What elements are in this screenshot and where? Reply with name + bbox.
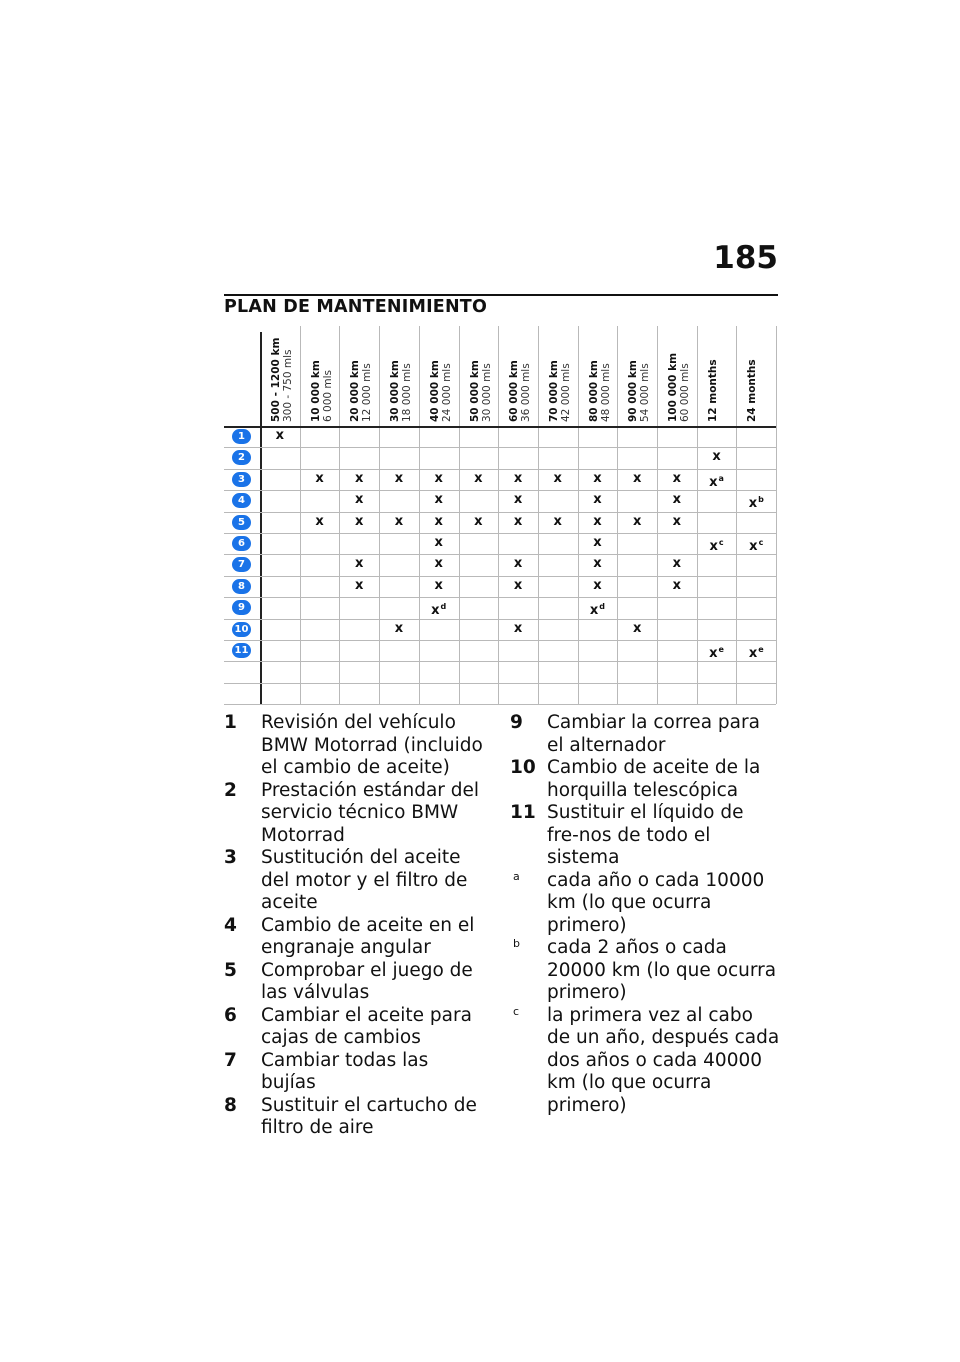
- mark-x: x: [632, 513, 642, 529]
- column-header-km: 500 - 1200 km: [270, 337, 282, 422]
- column-header-km: 40 000 km: [428, 360, 441, 422]
- mark-x: x: [749, 539, 758, 554]
- legend-item: [224, 915, 484, 960]
- maintenance-mark: [514, 579, 522, 593]
- grid-hline: [224, 490, 776, 491]
- maintenance-mark: [514, 472, 522, 486]
- maintenance-mark: [749, 643, 764, 661]
- maintenance-mark: [514, 557, 522, 571]
- row-number-badge: 10: [232, 622, 251, 637]
- mark-x: x: [275, 428, 285, 443]
- column-header: [310, 360, 334, 422]
- mark-x: x: [593, 492, 602, 508]
- mark-x: x: [513, 513, 523, 529]
- maintenance-mark: [633, 515, 641, 529]
- mark-x: x: [434, 556, 443, 572]
- column-header-km: 80 000 km: [587, 360, 600, 422]
- mark-x: x: [394, 470, 404, 486]
- grid-hline: [224, 683, 776, 684]
- grid-hline: [224, 704, 776, 705]
- maintenance-mark: [395, 515, 403, 529]
- legend-item: [224, 1050, 484, 1095]
- grid-hline: [224, 619, 776, 620]
- grid-hline: [224, 661, 776, 662]
- mark-x: x: [355, 513, 364, 529]
- maintenance-mark: [633, 622, 641, 636]
- legend-item: [224, 960, 484, 1005]
- mark-x: x: [434, 513, 443, 529]
- grid-hline: [224, 426, 776, 428]
- maintenance-mark: [395, 622, 403, 636]
- maintenance-mark: [355, 579, 363, 593]
- mark-footnote: e: [718, 645, 724, 654]
- row-number-badge: 9: [232, 600, 251, 615]
- maintenance-mark: [514, 493, 522, 507]
- legend-number: 11: [510, 802, 536, 823]
- maintenance-mark: [673, 472, 681, 486]
- legend-number: 9: [510, 712, 523, 733]
- row-number-badge: 8: [232, 579, 251, 594]
- grid-vline: [697, 326, 698, 704]
- mark-x: x: [513, 492, 523, 508]
- mark-x: x: [513, 556, 523, 572]
- grid-vline: [459, 326, 460, 704]
- mark-x: x: [709, 474, 718, 490]
- column-header-km: 12 months: [706, 359, 719, 422]
- legend-number: 1: [224, 712, 237, 733]
- maintenance-mark: [749, 536, 763, 554]
- mark-footnote: c: [718, 538, 724, 547]
- column-header-km: 30 000 km: [389, 360, 402, 422]
- maintenance-mark: [554, 472, 562, 486]
- mark-x: x: [355, 492, 364, 508]
- maintenance-mark: [673, 515, 681, 529]
- mark-footnote: e: [758, 645, 764, 654]
- mark-footnote: c: [758, 538, 764, 547]
- mark-x: x: [632, 470, 642, 486]
- legend-text: Cambiar el aceite para cajas de cambios: [261, 1004, 472, 1048]
- grid-vline: [419, 326, 420, 704]
- row-number-badge: 2: [232, 450, 251, 465]
- column-header-mls: 60 000 mls: [679, 363, 691, 422]
- column-header-mls: 42 000 mls: [559, 363, 572, 422]
- maintenance-mark: [315, 472, 323, 486]
- column-header: [270, 338, 294, 422]
- legend-text: Cambiar todas las bujías: [261, 1049, 429, 1093]
- grid-hline: [224, 554, 776, 555]
- mark-x: x: [315, 513, 324, 529]
- grid-hline: [224, 447, 776, 448]
- mark-x: x: [672, 556, 682, 572]
- grid-vline: [379, 326, 380, 704]
- grid-vline: [736, 326, 737, 704]
- mark-x: x: [593, 470, 602, 486]
- grid-vline: [260, 332, 262, 704]
- column-header-km: 10 000 km: [309, 360, 322, 422]
- maintenance-mark: [712, 450, 720, 464]
- maintenance-mark: [593, 472, 601, 486]
- page-number: 185: [713, 240, 778, 276]
- mark-x: x: [355, 470, 364, 486]
- column-header-km: 60 000 km: [508, 360, 521, 422]
- mark-x: x: [748, 496, 758, 512]
- mark-x: x: [513, 577, 523, 593]
- grid-vline: [617, 326, 618, 704]
- maintenance-mark: [673, 493, 681, 507]
- legend-text: Cambio de aceite de la horquilla telescópica: [547, 757, 761, 801]
- maintenance-grid: [224, 326, 780, 706]
- column-header: [627, 360, 651, 422]
- column-header-mls: 30 000 mls: [480, 363, 493, 422]
- mark-x: x: [589, 603, 599, 619]
- maintenance-mark: [431, 600, 446, 618]
- mark-x: x: [315, 470, 324, 486]
- mark-x: x: [434, 535, 443, 550]
- legend-item: [224, 847, 484, 915]
- row-number-badge: 3: [232, 472, 251, 487]
- maintenance-mark: [434, 472, 442, 486]
- legend-text: Cambio de aceite en el engranaje angular: [261, 914, 475, 958]
- column-header: [469, 360, 493, 422]
- mark-x: x: [431, 603, 440, 619]
- legend-text: Revisión del vehículo BMW Motorrad (incluido el cambio de aceite): [261, 712, 483, 778]
- mark-x: x: [513, 470, 523, 486]
- mark-x: x: [434, 470, 443, 486]
- grid-vline: [498, 326, 499, 704]
- maintenance-mark: [749, 493, 764, 511]
- grid-hline: [224, 640, 776, 641]
- column-header: [429, 360, 453, 422]
- maintenance-mark: [709, 643, 724, 661]
- grid-hline: [224, 597, 776, 598]
- legend-number: 10: [510, 757, 536, 778]
- maintenance-mark: [434, 536, 442, 550]
- column-header: [508, 360, 532, 422]
- maintenance-mark: [355, 493, 363, 507]
- legend-number: 7: [224, 1049, 237, 1071]
- maintenance-mark: [514, 515, 522, 529]
- grid-vline: [578, 326, 579, 704]
- legend-right: [510, 712, 780, 1117]
- header-rule: [224, 294, 778, 296]
- mark-x: x: [355, 556, 364, 572]
- legend-number: 5: [224, 959, 237, 981]
- column-header-mls: 54 000 mls: [639, 363, 652, 422]
- mark-x: x: [709, 646, 718, 661]
- column-header: [667, 353, 691, 422]
- legend-item: [224, 1005, 484, 1050]
- row-number-badge: 4: [232, 493, 251, 508]
- mark-footnote: a: [718, 473, 724, 483]
- column-header-mls: 6 000 mls: [321, 369, 334, 422]
- legend-number: 8: [224, 1094, 237, 1116]
- legend-item: [510, 802, 780, 870]
- column-header-km: 90 000 km: [627, 360, 640, 422]
- column-header: [349, 360, 373, 422]
- column-header-mls: 300 - 750 mls: [282, 349, 294, 422]
- mark-x: x: [593, 513, 602, 529]
- column-header-mls: 12 000 mls: [361, 363, 374, 422]
- mark-x: x: [394, 620, 404, 636]
- legend-number: 2: [224, 779, 237, 801]
- maintenance-mark: [673, 579, 681, 593]
- maintenance-mark: [395, 472, 403, 486]
- mark-x: x: [474, 513, 483, 529]
- grid-vline: [776, 326, 777, 704]
- maintenance-mark: [474, 472, 482, 486]
- maintenance-mark: [355, 472, 363, 486]
- grid-vline: [657, 326, 658, 704]
- grid-hline: [224, 512, 776, 513]
- legend-number: 4: [224, 914, 237, 936]
- grid-hline: [224, 576, 776, 577]
- column-header-mls: 36 000 mls: [520, 363, 533, 422]
- legend-text: Cambiar la correa para el alternador: [547, 712, 760, 756]
- mark-x: x: [553, 513, 562, 529]
- maintenance-mark: [709, 536, 723, 554]
- column-header-mls: 48 000 mls: [599, 363, 612, 422]
- mark-x: x: [672, 513, 682, 529]
- legend-left: [224, 712, 484, 1140]
- legend-item: [510, 712, 780, 757]
- column-header: [707, 359, 719, 422]
- maintenance-mark: [633, 472, 641, 486]
- mark-footnote: d: [599, 602, 605, 612]
- legend-item: [510, 870, 780, 938]
- maintenance-mark: [593, 515, 601, 529]
- row-number-badge: 6: [232, 536, 251, 551]
- maintenance-mark: [434, 579, 442, 593]
- maintenance-mark: [315, 515, 323, 529]
- maintenance-mark: [355, 515, 363, 529]
- legend-item: [224, 1095, 484, 1140]
- mark-x: x: [434, 577, 443, 593]
- column-header-km: 100 000 km: [667, 352, 679, 422]
- column-header-km: 24 months: [746, 359, 759, 422]
- column-header: [548, 360, 572, 422]
- legend-item: [224, 780, 484, 848]
- column-header-km: 20 000 km: [349, 360, 362, 422]
- maintenance-mark: [514, 622, 522, 636]
- legend-text: cada 2 años o cada 20000 km (lo que ocurra primero): [547, 937, 777, 1003]
- mark-x: x: [513, 620, 523, 636]
- maintenance-mark: [593, 493, 601, 507]
- mark-x: x: [593, 535, 602, 550]
- mark-x: x: [394, 513, 404, 529]
- column-header-km: 70 000 km: [547, 360, 560, 422]
- legend-text: Sustituir el líquido de fre-nos de todo el sistema: [547, 802, 744, 868]
- legend-item: [510, 937, 780, 1005]
- maintenance-mark: [593, 557, 601, 571]
- maintenance-mark: [474, 515, 482, 529]
- legend-text: Sustitución del aceite del motor y el filtro de aceite: [261, 847, 468, 913]
- legend-text: Comprobar el juego de las válvulas: [261, 959, 473, 1003]
- mark-x: x: [434, 492, 443, 508]
- column-header-mls: 18 000 mls: [401, 363, 414, 422]
- row-number-badge: 7: [232, 557, 251, 572]
- grid-vline: [538, 326, 539, 704]
- mark-x: x: [632, 620, 642, 636]
- maintenance-mark: [673, 557, 681, 571]
- legend-footnote-key: a: [513, 869, 520, 883]
- column-header: [746, 359, 758, 422]
- row-number-badge: 5: [232, 515, 251, 530]
- mark-x: x: [593, 577, 602, 593]
- maintenance-mark: [355, 557, 363, 571]
- mark-x: x: [709, 539, 718, 554]
- column-header: [389, 360, 413, 422]
- legend-footnote-key: c: [513, 1004, 520, 1018]
- legend-number: 6: [224, 1004, 237, 1026]
- grid-hline: [224, 533, 776, 534]
- legend-text: Sustituir el cartucho de filtro de aire: [261, 1094, 477, 1138]
- mark-x: x: [553, 470, 562, 486]
- mark-x: x: [474, 470, 483, 486]
- row-number-badge: 11: [232, 643, 251, 658]
- legend-item: [510, 1005, 780, 1118]
- legend-text: la primera vez al cabo de un año, después cada dos años o cada 40000 km (lo que ocurra primero): [547, 1004, 780, 1116]
- mark-x: x: [712, 449, 721, 465]
- mark-x: x: [593, 556, 602, 572]
- legend-footnote-key: b: [513, 937, 520, 950]
- grid-vline: [300, 326, 301, 704]
- grid-hline: [224, 469, 776, 470]
- legend-item: [224, 712, 484, 780]
- maintenance-mark: [593, 536, 601, 550]
- maintenance-mark: [709, 472, 724, 490]
- grid-vline: [339, 326, 340, 704]
- mark-x: x: [355, 577, 364, 593]
- mark-footnote: b: [758, 495, 764, 505]
- mark-x: x: [748, 646, 758, 661]
- column-header-mls: 24 000 mls: [440, 363, 453, 422]
- mark-x: x: [672, 492, 682, 508]
- row-number-badge: 1: [232, 429, 251, 444]
- maintenance-mark: [593, 579, 601, 593]
- mark-footnote: d: [440, 602, 447, 612]
- section-title: PLAN DE MANTENIMIENTO: [224, 297, 488, 317]
- maintenance-mark: [434, 557, 442, 571]
- maintenance-mark: [554, 515, 562, 529]
- maintenance-mark: [434, 493, 442, 507]
- mark-x: x: [672, 470, 682, 486]
- legend-text: Prestación estándar del servicio técnico BMW Motorrad: [261, 779, 480, 846]
- maintenance-mark: [276, 429, 284, 443]
- maintenance-mark: [434, 515, 442, 529]
- legend-text: cada año o cada 10000 km (lo que ocurra primero): [547, 869, 765, 936]
- maintenance-mark: [590, 600, 605, 618]
- column-header: [588, 360, 612, 422]
- legend-item: [510, 757, 780, 802]
- mark-x: x: [672, 577, 682, 593]
- column-header-km: 50 000 km: [468, 360, 481, 422]
- legend-number: 3: [224, 847, 237, 868]
